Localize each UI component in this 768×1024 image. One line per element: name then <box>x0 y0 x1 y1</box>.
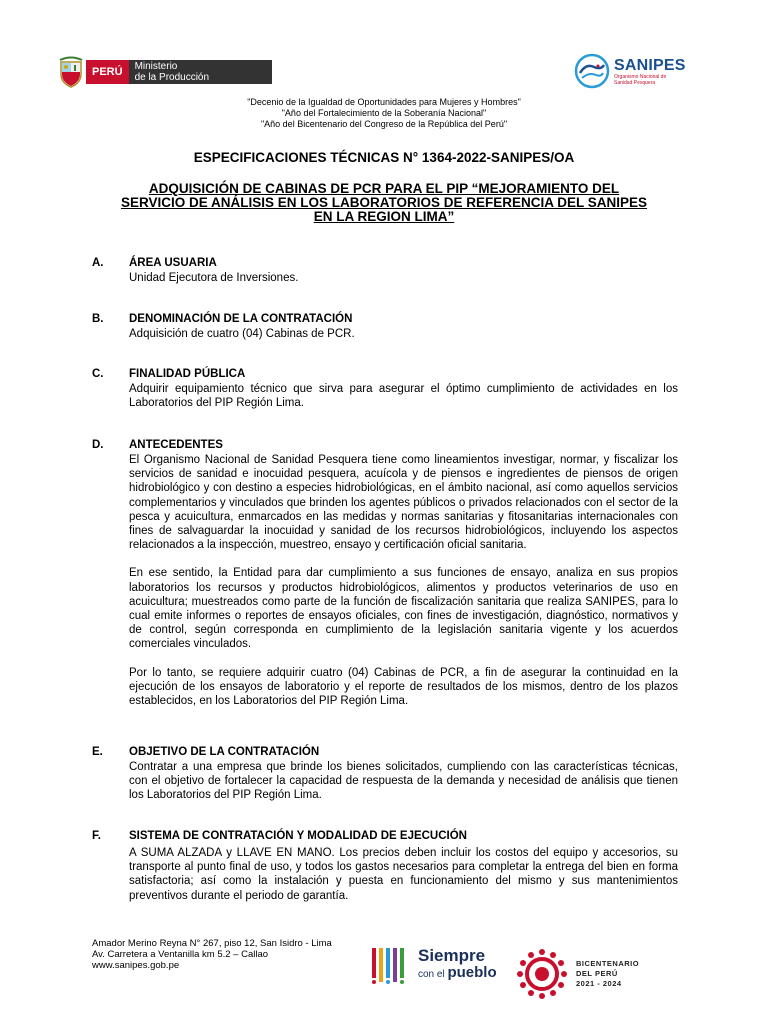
bicentenario-emblem-icon <box>516 948 568 1000</box>
paragraph: Por lo tanto, se requiere adquirir cuatro (04) Cabinas de PCR, a fin de asegurar la continuidad en la ejecución de los ensayos de laboratorio y el reporte de resultados de los mismos, dentro de los plazos establecidos, en los Laboratorios del PIP Región Lima. <box>129 666 678 708</box>
government-logo <box>56 54 272 90</box>
section-body <box>129 271 678 285</box>
section-heading: FINALIDAD PÚBLICA <box>129 368 246 380</box>
paragraph: Adquisición de cuatro (04) Cabinas de PCR. <box>129 328 355 340</box>
ministry-line-1: Ministerio <box>134 61 178 72</box>
section-letter: D. <box>92 439 104 451</box>
section-body <box>129 846 678 903</box>
website-link[interactable]: www.sanipes.gob.pe <box>92 960 180 971</box>
section-letter: C. <box>92 368 104 380</box>
siempre-label: Siempre <box>418 946 486 965</box>
ministry-line-2: de la Producción <box>134 72 210 83</box>
ministry-label <box>129 60 272 84</box>
address-line-2: Av. Carretera a Ventanilla km 5.2 – Callao <box>92 949 269 960</box>
document-title: ESPECIFICACIONES TÉCNICAS N° 1364-2022-SANIPES/OA <box>193 150 575 165</box>
sanipes-logo <box>574 53 686 89</box>
bicentenario-line-2: DEL PERÚ <box>576 969 618 978</box>
bicentenario-line-3: 2021 - 2024 <box>576 979 622 988</box>
bicentenario-logo <box>516 948 639 1000</box>
document-subtitle: ADQUISICIÓN DE CABINAS DE PCR PARA EL PIP “MEJORAMIENTO DEL SERVICIO DE ANÁLISIS EN LOS LABORATORIOS DE REFERENCIA DEL SANIPES EN LA REGION LIMA” <box>120 181 648 224</box>
bicentenario-line-1: BICENTENARIO <box>576 959 640 968</box>
section-heading: ÁREA USUARIA <box>129 257 217 269</box>
section-letter: F. <box>92 830 101 842</box>
section-body <box>129 382 678 410</box>
section-heading: OBJETIVO DE LA CONTRATACIÓN <box>129 746 320 758</box>
people-figures-icon <box>370 944 412 986</box>
section-body <box>129 453 678 708</box>
section-letter: E. <box>92 746 103 758</box>
section-heading: SISTEMA DE CONTRATACIÓN Y MODALIDAD DE EJECUCIÓN <box>129 830 467 842</box>
year-motto-2: "Año del Fortalecimiento de la Soberanía Nacional" <box>281 108 487 118</box>
sanipes-subtitle-2: Sanidad Pesquera <box>614 79 656 86</box>
section-body <box>129 760 678 803</box>
section-letter: B. <box>92 313 104 325</box>
pueblo-label: pueblo <box>447 964 497 981</box>
sanipes-name: SANIPES <box>614 56 686 74</box>
paragraph: A SUMA ALZADA y LLAVE EN MANO. Los precios deben incluir los costos del equipo y accesorios, su transporte al punto final de uso, y todos los gastos necesarios para completar la entrega del bien en forma satisfactoria; así como la instalación y puesta en funcionamiento del mismo y sus mantenimientos preventivos durante el periodo de garantía. <box>129 847 678 902</box>
peru-label: PERÚ <box>86 60 129 84</box>
footer-address <box>92 938 332 971</box>
year-motto-1: "Decenio de la Igualdad de Oportunidades para Mujeres y Hombres" <box>247 97 521 107</box>
address-line-1: Amador Merino Reyna N° 267, piso 12, San Isidro - Lima <box>92 938 332 949</box>
siempre-con-el-pueblo-logo <box>370 944 497 986</box>
official-year-names <box>0 97 768 130</box>
section-body <box>129 327 678 341</box>
section-letter: A. <box>92 257 104 269</box>
paragraph: Contratar a una empresa que brinde los bienes solicitados, cumpliendo con las características técnicas, con el objetivo de fortalecer la capacidad de respuesta de la demanda y necesidad de análisis que tienen los Laboratorios del PIP Región Lima. <box>129 761 678 802</box>
year-motto-3: "Año del Bicentenario del Congreso de la República del Perú" <box>260 119 508 129</box>
sanipes-subtitle-1: Organismo Nacional de <box>614 73 667 80</box>
paragraph: Adquirir equipamiento técnico que sirva para asegurar el óptimo cumplimiento de actividades en los Laboratorios del PIP Región Lima. <box>129 383 678 410</box>
con-el-label: con el <box>418 969 445 980</box>
paragraph: En ese sentido, la Entidad para dar cumplimiento a sus funciones de ensayo, analiza en sus propios laboratorios los recursos y productos hidrobiológicos, alimentos y productos veterinarios de uso en acuicultura; muestreados como parte de la función de fiscalización sanitaria que realiza SANIPES, para lo cual emite informes o reportes de ensayos oficiales, con fines de investigación, diagnóstico, normativos y de control, según corresponda en cumplimiento de la legislación sanitaria vigente y los acuerdos comerciales vinculados. <box>129 567 678 651</box>
coat-of-arms-icon <box>56 54 86 90</box>
section-heading: DENOMINACIÓN DE LA CONTRATACIÓN <box>129 313 353 325</box>
sanipes-emblem-icon <box>574 53 610 89</box>
section-heading: ANTECEDENTES <box>129 439 223 451</box>
paragraph: Unidad Ejecutora de Inversiones. <box>129 272 299 284</box>
paragraph: El Organismo Nacional de Sanidad Pesquera tiene como lineamientos investigar, normar, y fiscalizar los servicios de sanidad e inocuidad pesquera, acuícola y de piensos e ingredientes de piensos de origen hidrobiológico y con destino a especies hidrobiológicas, en el ámbito nacional, así como aquellos servicios complementarios y vinculados que brinden los agentes públicos o privados relacionados con el sector de la pesca y acuicultura, enmarcados en las medidas y normas sanitarias y fitosanitarias internacionales con fines de salvaguardar la inocuidad y sanidad de los recursos hidrobiológicos, incluyendo los aspectos relacionados a la inspección, muestreo, ensayo y certificación oficial sanitaria. <box>129 454 678 552</box>
